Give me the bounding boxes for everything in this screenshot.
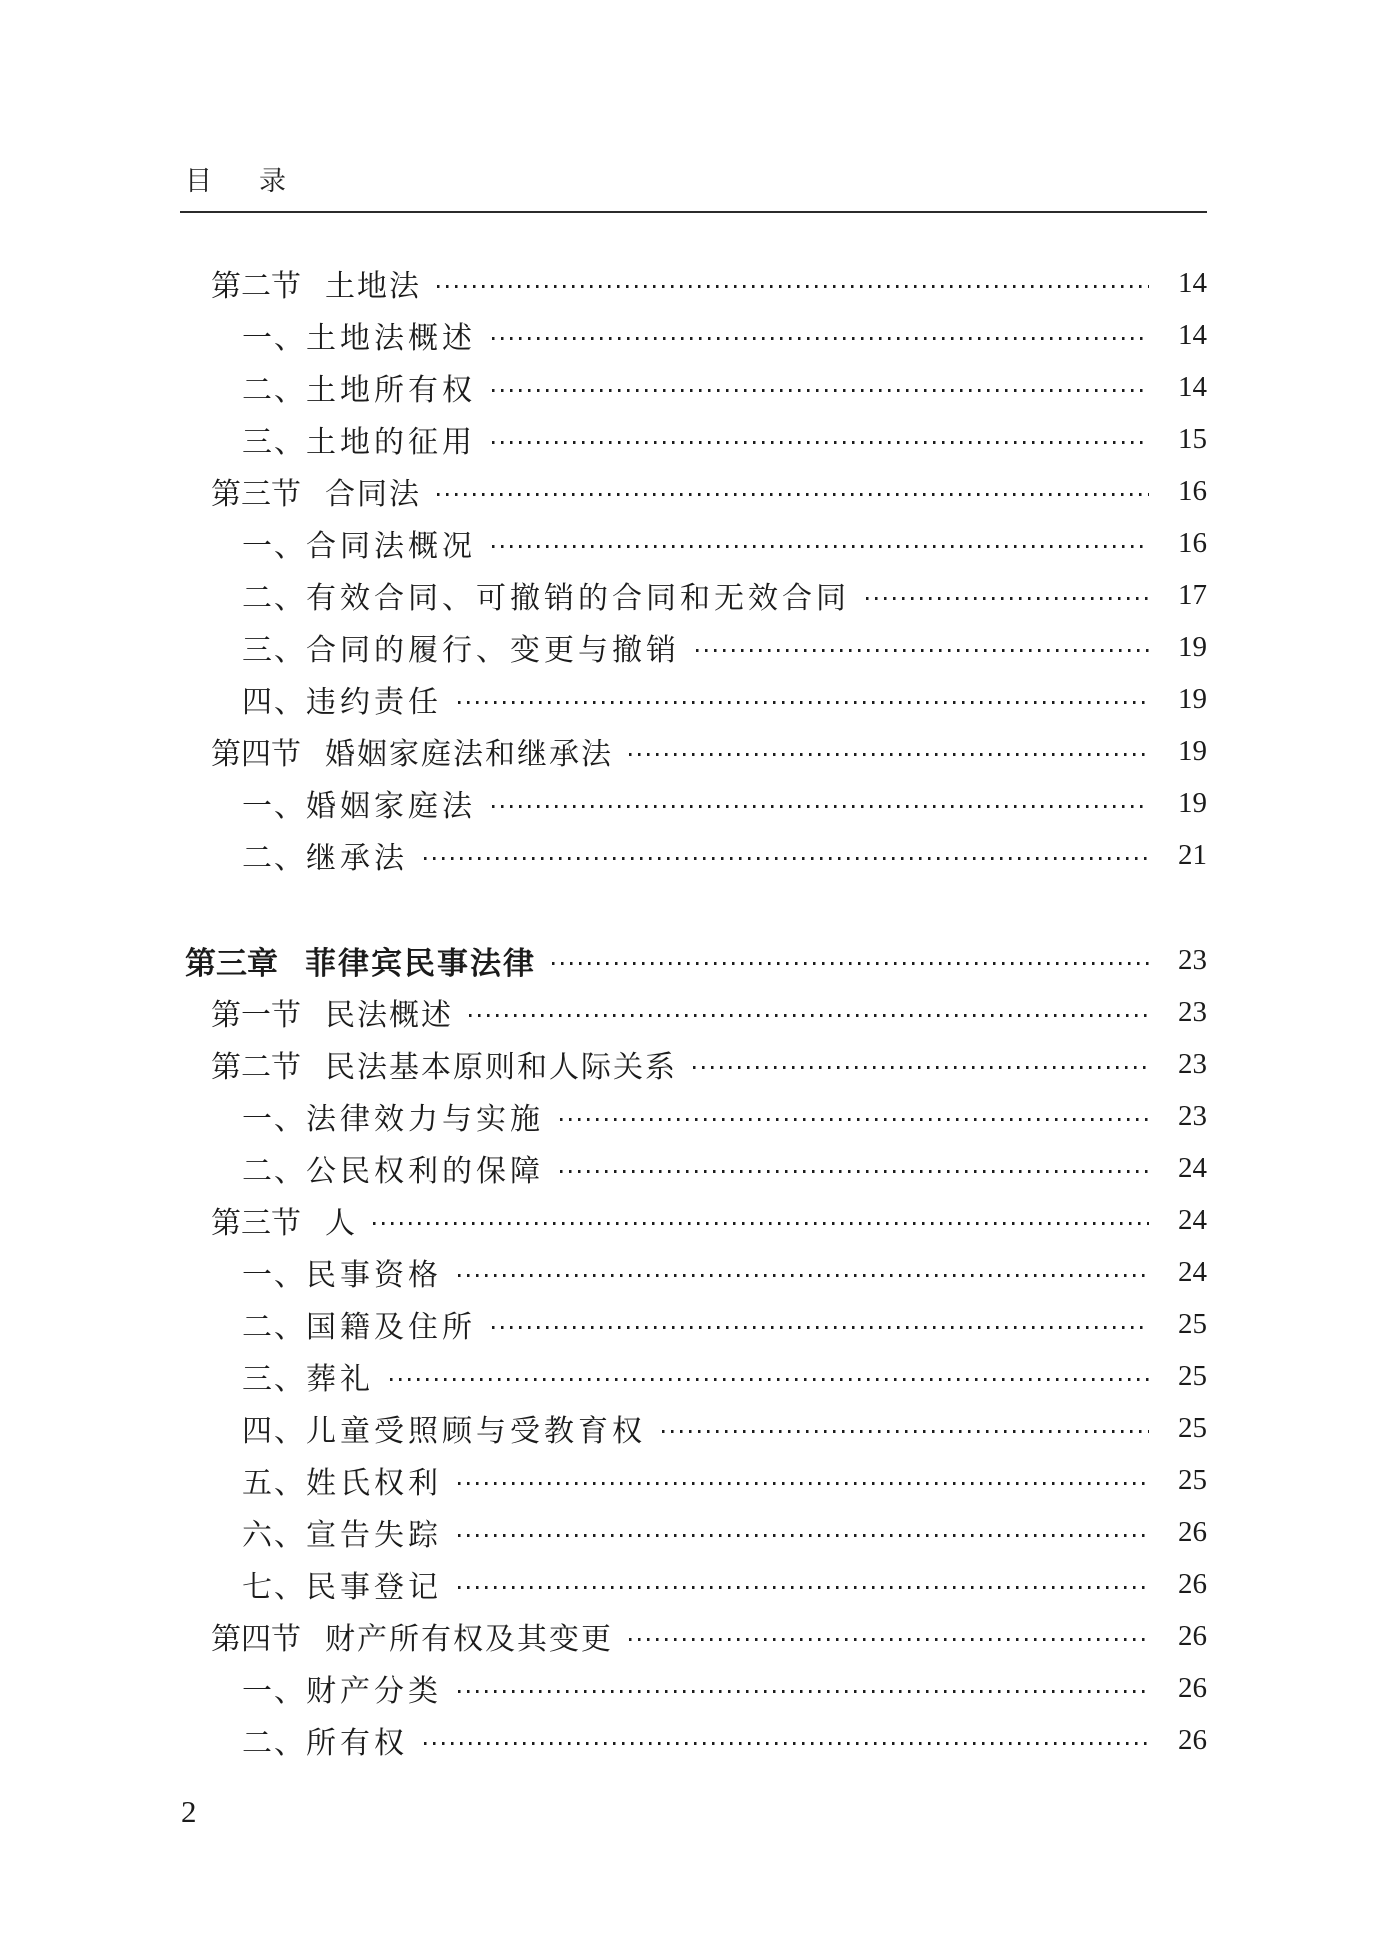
toc-entry-item xyxy=(0,1506,1207,1558)
toc-entry-item xyxy=(0,309,1207,361)
toc-entry-section xyxy=(0,1194,1207,1246)
toc-entry-label: 二、 xyxy=(242,842,306,875)
toc-entry-label: 七、 xyxy=(242,1571,306,1604)
header-title-char: 目 xyxy=(185,166,212,196)
toc-entry-label: 一、 xyxy=(242,530,306,563)
toc-entry-section xyxy=(0,1038,1207,1090)
toc-entry-title: 有效合同、可撤销的合同和无效合同 xyxy=(306,582,850,615)
toc-entry-item xyxy=(0,1454,1207,1506)
toc-entry-item xyxy=(0,1246,1207,1298)
toc-entry-page: 19 xyxy=(1178,734,1207,767)
dot-leader xyxy=(492,805,1149,808)
toc-entry-page: 25 xyxy=(1178,1359,1207,1392)
toc-entry-page: 23 xyxy=(1178,1099,1207,1132)
toc-entry-label: 一、 xyxy=(242,1103,306,1136)
toc-entry-label: 五、 xyxy=(242,1467,306,1500)
toc-entry-page: 21 xyxy=(1178,838,1207,871)
page-number: 2 xyxy=(181,1794,197,1829)
toc-entry-label: 二、 xyxy=(242,1311,306,1344)
dot-leader xyxy=(390,1378,1149,1381)
toc-entry-label: 二、 xyxy=(242,1727,306,1760)
toc-entry-title: 继承法 xyxy=(306,842,408,875)
toc-entry-label: 第二节 xyxy=(211,1051,301,1084)
toc-entry-title: 土地的征用 xyxy=(306,426,476,459)
dot-leader xyxy=(629,1638,1149,1641)
toc-entry-title: 葬礼 xyxy=(306,1363,374,1396)
toc-entry-page: 26 xyxy=(1178,1619,1207,1652)
toc-entry-title: 婚姻家庭法和继承法 xyxy=(325,738,613,771)
dot-leader xyxy=(373,1222,1149,1225)
toc-entry-title: 财产所有权及其变更 xyxy=(325,1623,613,1656)
dot-leader xyxy=(629,753,1149,756)
toc-entry-title: 民事资格 xyxy=(306,1259,442,1292)
dot-leader xyxy=(662,1430,1149,1433)
toc-entry-label: 第三节 xyxy=(211,1207,301,1240)
toc-entry-title: 儿童受照顾与受教育权 xyxy=(306,1415,646,1448)
toc-entry-item xyxy=(0,1142,1207,1194)
toc-entry-page: 16 xyxy=(1178,474,1207,507)
toc-entry-page: 14 xyxy=(1178,318,1207,351)
toc-entry-page: 15 xyxy=(1178,422,1207,455)
toc-entry-title: 土地法概述 xyxy=(306,322,476,355)
dot-leader xyxy=(866,597,1149,600)
toc-entry-label: 二、 xyxy=(242,374,306,407)
toc-entry-page: 24 xyxy=(1178,1255,1207,1288)
toc-entry-item xyxy=(0,361,1207,413)
toc-entry-section xyxy=(0,725,1207,777)
toc-entry-label: 二、 xyxy=(242,582,306,615)
toc-entry-page: 17 xyxy=(1178,578,1207,611)
toc-entry-title: 菲律宾民事法律 xyxy=(305,945,536,981)
toc-entry-label: 一、 xyxy=(242,1675,306,1708)
toc-entry-label: 第一节 xyxy=(211,999,301,1032)
toc-entry-title: 财产分类 xyxy=(306,1675,442,1708)
toc-entry-page: 14 xyxy=(1178,370,1207,403)
toc-entry-title: 宣告失踪 xyxy=(306,1519,442,1552)
toc-list xyxy=(0,257,1207,1766)
header-title-char: 录 xyxy=(259,166,286,196)
dot-leader xyxy=(424,1742,1149,1745)
toc-entry-item xyxy=(0,1298,1207,1350)
toc-entry-page: 25 xyxy=(1178,1411,1207,1444)
toc-entry-item xyxy=(0,1350,1207,1402)
toc-entry-page: 26 xyxy=(1178,1567,1207,1600)
dot-leader xyxy=(458,1534,1149,1537)
toc-entry-title: 所有权 xyxy=(306,1727,408,1760)
toc-entry-title: 民法基本原则和人际关系 xyxy=(325,1051,677,1084)
header-rule xyxy=(180,211,1207,213)
toc-entry-title: 合同法 xyxy=(325,478,421,511)
toc-entry-item xyxy=(0,413,1207,465)
dot-leader xyxy=(492,441,1149,444)
toc-entry-item xyxy=(0,1558,1207,1610)
toc-entry-item xyxy=(0,1714,1207,1766)
dot-leader xyxy=(437,285,1149,288)
toc-entry-title: 公民权利的保障 xyxy=(306,1155,544,1188)
toc-entry-item xyxy=(0,517,1207,569)
toc-entry-item xyxy=(0,1090,1207,1142)
toc-entry-item xyxy=(0,829,1207,881)
toc-entry-label: 三、 xyxy=(242,1363,306,1396)
toc-entry-page: 19 xyxy=(1178,786,1207,819)
dot-leader xyxy=(458,701,1149,704)
toc-entry-section xyxy=(0,1610,1207,1662)
toc-entry-page: 25 xyxy=(1178,1463,1207,1496)
toc-entry-page: 26 xyxy=(1178,1515,1207,1548)
toc-entry-section xyxy=(0,986,1207,1038)
toc-entry-title: 合同的履行、变更与撤销 xyxy=(306,634,680,667)
toc-entry-item xyxy=(0,1402,1207,1454)
toc-entry-label: 一、 xyxy=(242,790,306,823)
toc-entry-page: 26 xyxy=(1178,1671,1207,1704)
toc-entry-page: 25 xyxy=(1178,1307,1207,1340)
toc-entry-label: 二、 xyxy=(242,1155,306,1188)
toc-entry-label: 四、 xyxy=(242,686,306,719)
dot-leader xyxy=(437,493,1149,496)
dot-leader xyxy=(552,962,1149,965)
toc-entry-label: 一、 xyxy=(242,1259,306,1292)
dot-leader xyxy=(458,1586,1149,1589)
toc-entry-item xyxy=(0,569,1207,621)
toc-entry-item xyxy=(0,777,1207,829)
toc-entry-page: 19 xyxy=(1178,682,1207,715)
page-header-title xyxy=(185,166,286,196)
dot-leader xyxy=(560,1170,1149,1173)
toc-entry-title: 民事登记 xyxy=(306,1571,442,1604)
dot-leader xyxy=(560,1118,1149,1121)
toc-entry-label: 六、 xyxy=(242,1519,306,1552)
toc-entry-page: 23 xyxy=(1178,1047,1207,1080)
toc-entry-label: 第四节 xyxy=(211,738,301,771)
dot-leader xyxy=(458,1482,1149,1485)
toc-entry-title: 民法概述 xyxy=(325,999,453,1032)
toc-entry-page: 24 xyxy=(1178,1151,1207,1184)
toc-entry-label: 三、 xyxy=(242,634,306,667)
dot-leader xyxy=(458,1690,1149,1693)
toc-entry-label: 第四节 xyxy=(211,1623,301,1656)
toc-entry-page: 23 xyxy=(1178,943,1207,976)
toc-entry-title: 土地所有权 xyxy=(306,374,476,407)
toc-entry-item xyxy=(0,621,1207,673)
toc-entry-page: 23 xyxy=(1178,995,1207,1028)
toc-entry-label: 一、 xyxy=(242,322,306,355)
toc-entry-page: 19 xyxy=(1178,630,1207,663)
dot-leader xyxy=(424,857,1149,860)
toc-entry-label: 第二节 xyxy=(211,270,301,303)
toc-entry-title: 法律效力与实施 xyxy=(306,1103,544,1136)
toc-entry-title: 姓氏权利 xyxy=(306,1467,442,1500)
toc-entry-section xyxy=(0,257,1207,309)
toc-entry-label: 第三章 xyxy=(185,945,278,981)
dot-leader xyxy=(458,1274,1149,1277)
dot-leader xyxy=(469,1014,1149,1017)
toc-entry-title: 土地法 xyxy=(325,270,421,303)
toc-entry-title: 国籍及住所 xyxy=(306,1311,476,1344)
toc-entry-label: 三、 xyxy=(242,426,306,459)
toc-entry-title: 婚姻家庭法 xyxy=(306,790,476,823)
dot-leader xyxy=(492,389,1149,392)
dot-leader xyxy=(492,545,1149,548)
toc-entry-title: 人 xyxy=(325,1207,357,1240)
toc-entry-page: 16 xyxy=(1178,526,1207,559)
dot-leader xyxy=(492,1326,1149,1329)
toc-entry-section xyxy=(0,465,1207,517)
toc-entry-label: 第三节 xyxy=(211,478,301,511)
toc-entry-chapter xyxy=(0,934,1207,986)
toc-entry-page: 14 xyxy=(1178,266,1207,299)
toc-entry-item xyxy=(0,673,1207,725)
toc-entry-label: 四、 xyxy=(242,1415,306,1448)
toc-entry-title: 违约责任 xyxy=(306,686,442,719)
toc-entry-page: 24 xyxy=(1178,1203,1207,1236)
dot-leader xyxy=(696,649,1149,652)
dot-leader xyxy=(492,337,1149,340)
dot-leader xyxy=(693,1066,1149,1069)
toc-entry-title: 合同法概况 xyxy=(306,530,476,563)
toc-entry-page: 26 xyxy=(1178,1723,1207,1756)
toc-entry-item xyxy=(0,1662,1207,1714)
